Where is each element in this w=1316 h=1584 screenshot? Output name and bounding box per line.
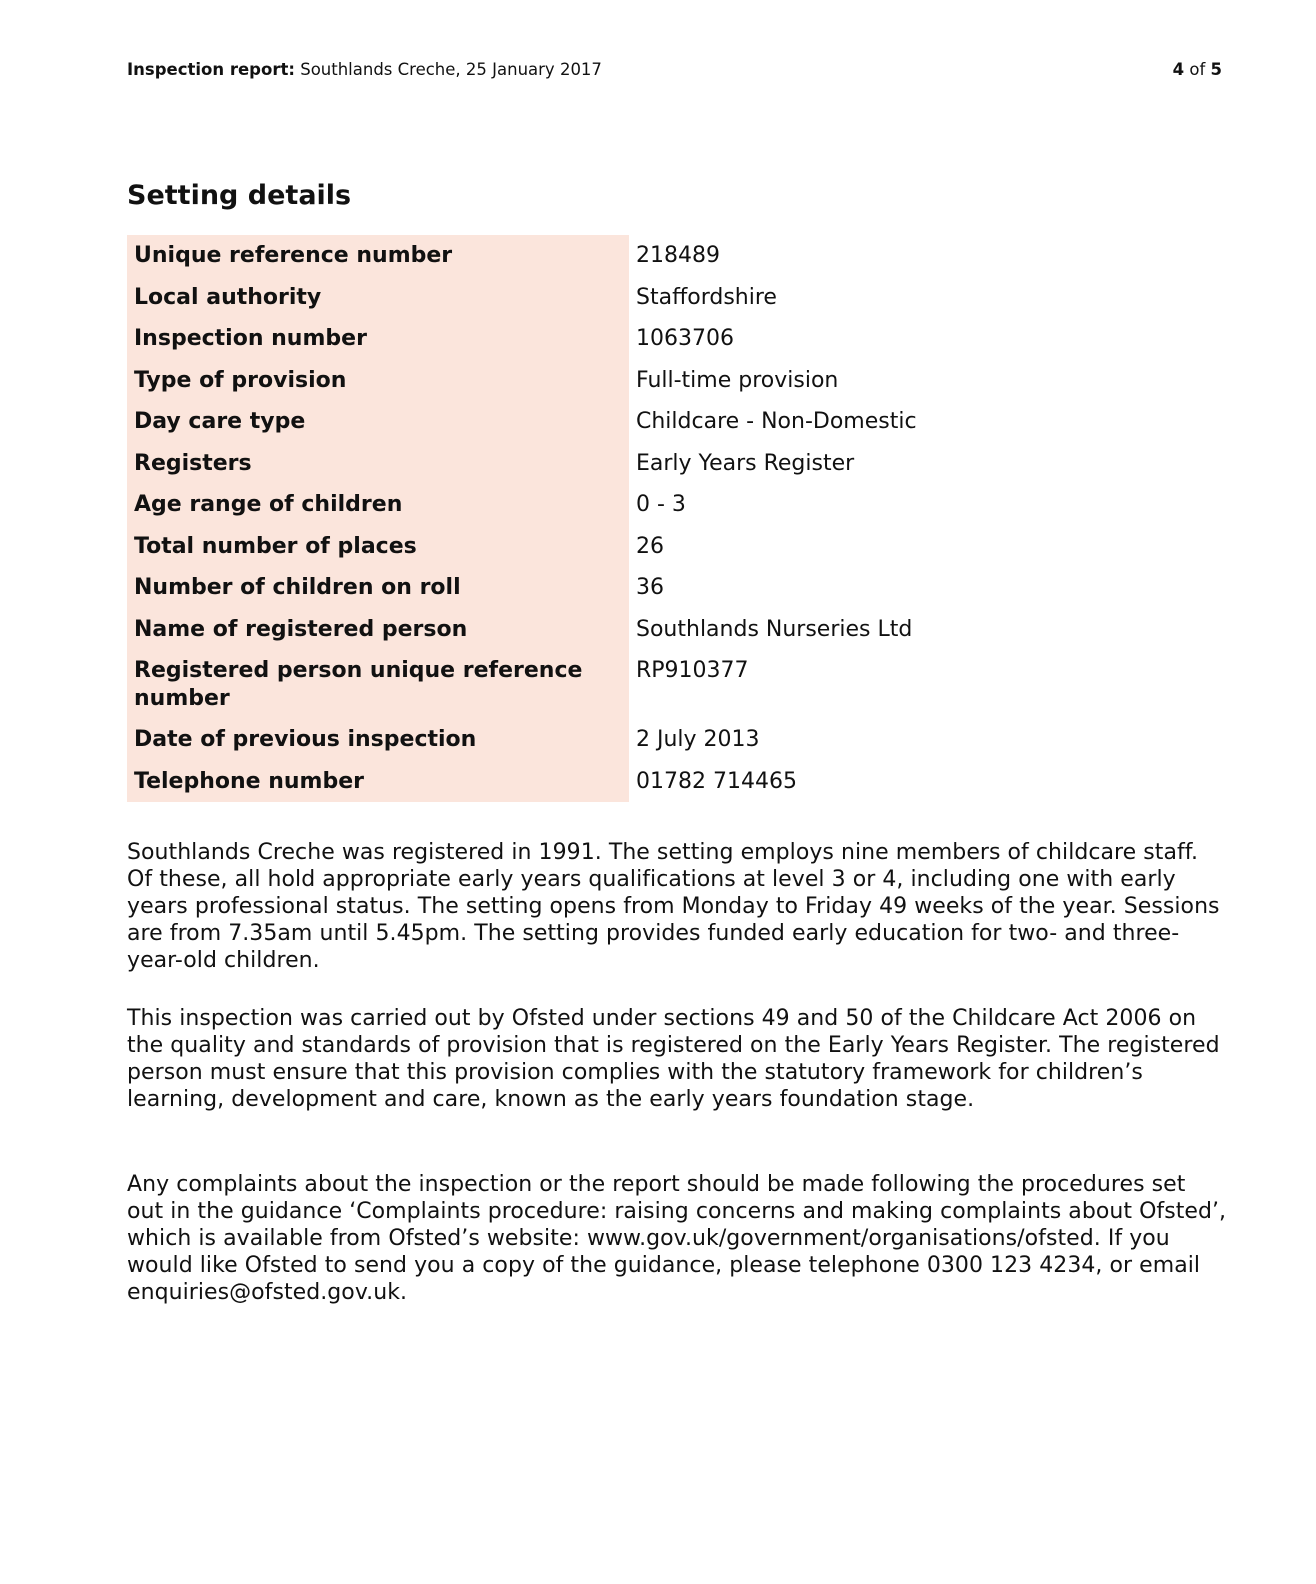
row-value: 218489 — [636, 243, 720, 268]
page-header — [127, 58, 1222, 82]
row-value: Childcare - Non-Domestic — [636, 409, 917, 434]
row-value: RP910377 — [636, 658, 749, 683]
row-value: 0 - 3 — [636, 492, 686, 517]
table-row-total-places — [127, 526, 1227, 568]
setting-details-table — [127, 235, 1227, 802]
table-row-unique-reference-number — [127, 235, 1227, 277]
setting-description-paragraph: Southlands Creche was registered in 1991. The setting employs nine members of childcare staff. Of these, all hold appropriate early years qualifications at level 3 or 4, including one with early years professional status. The setting opens from Monday to Friday 49 weeks of the year. Sessions are from 7.35am until 5.45pm. The setting provides funded early education for two- and three-year-old children. — [127, 840, 1220, 974]
row-value: Full-time provision — [636, 367, 839, 393]
row-label: Registers — [127, 443, 629, 485]
row-value: Staffordshire — [636, 284, 777, 310]
row-label: Unique reference number — [127, 235, 629, 277]
row-value: Early Years Register — [636, 450, 855, 476]
table-row-children-on-roll — [127, 567, 1227, 609]
row-label: Inspection number — [127, 318, 629, 360]
row-label: Number of children on roll — [127, 567, 629, 609]
row-value: 2 July 2013 — [636, 727, 760, 752]
page-number — [1173, 58, 1222, 82]
table-row-age-range — [127, 484, 1227, 526]
inspection-basis-paragraph: This inspection was carried out by Ofsted under sections 49 and 50 of the Childcare Act 2006 on the quality and standards of provision that is registered on the Early Years Register. The registered person must ensure that this provision complies with the statutory framework for children’s learning, development and care, known as the early years foundation stage. — [127, 1006, 1220, 1113]
row-label: Date of previous inspection — [127, 719, 629, 761]
report-label: Inspection report: — [127, 60, 295, 79]
table-row-type-of-provision — [127, 360, 1227, 402]
report-title — [127, 58, 602, 82]
row-label: Total number of places — [127, 526, 629, 568]
page-of: of — [1189, 60, 1206, 79]
row-label: Telephone number — [127, 761, 629, 803]
row-label: Type of provision — [127, 360, 629, 402]
row-label: Local authority — [127, 277, 629, 319]
row-value: 26 — [636, 533, 664, 559]
row-label: Registered person unique reference number — [127, 650, 629, 719]
row-value: 36 — [636, 575, 664, 600]
table-row-local-authority — [127, 277, 1227, 319]
row-label: Name of registered person — [127, 609, 629, 651]
section-title: Setting details — [127, 180, 352, 211]
table-row-registered-person-name — [127, 609, 1227, 651]
row-value: 01782 714465 — [636, 768, 797, 794]
complaints-paragraph: Any complaints about the inspection or the report should be made following the procedures set out in the guidance ‘Complaints procedure: raising concerns and making complaints about Ofsted’, which is available from Ofsted’s website: www.gov.uk/government/organisations/ofsted. If you would like Ofsted to send you a copy of the guidance, please telephone 0300 123 4234, or email enquiries@ofsted.gov.uk. — [127, 1172, 1227, 1306]
report-subject: Southlands Creche, 25 January 2017 — [300, 60, 602, 79]
table-row-registers — [127, 443, 1227, 485]
table-row-previous-inspection-date — [127, 719, 1227, 761]
page-current: 4 — [1172, 60, 1185, 79]
row-label: Age range of children — [127, 484, 629, 526]
row-label: Day care type — [127, 401, 629, 443]
table-row-inspection-number — [127, 318, 1227, 360]
page-total: 5 — [1210, 60, 1222, 79]
table-row-day-care-type — [127, 401, 1227, 443]
row-value: 1063706 — [636, 326, 734, 351]
table-row-registered-person-urn — [127, 650, 1227, 719]
row-value: Southlands Nurseries Ltd — [636, 616, 913, 642]
table-row-telephone-number — [127, 761, 1227, 803]
